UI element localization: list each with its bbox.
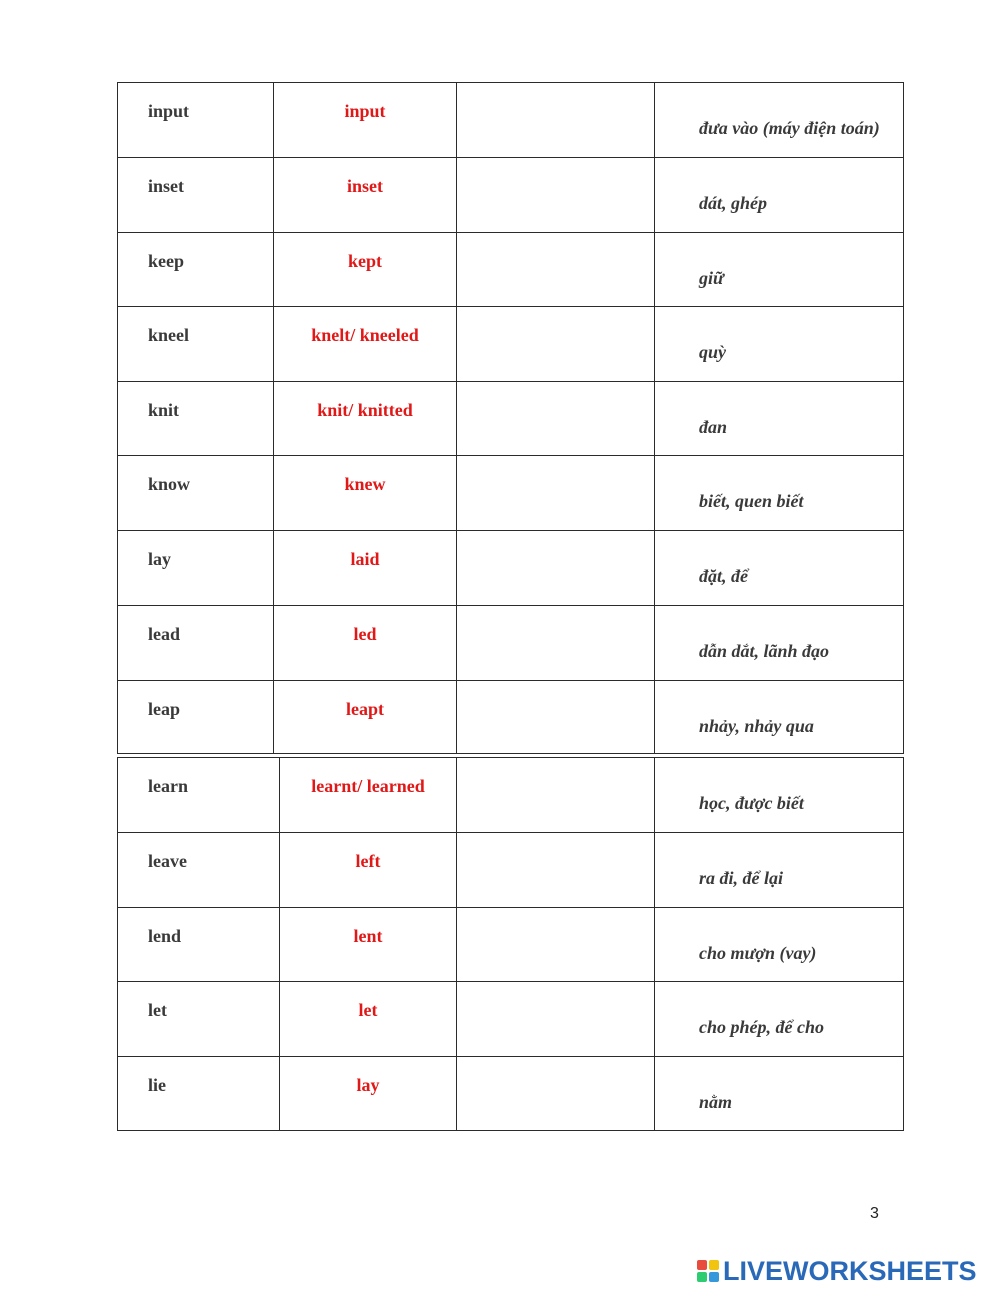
answer-cell[interactable] <box>457 233 655 307</box>
logo-block <box>697 1272 707 1282</box>
table-row <box>118 531 904 606</box>
base-form: lend <box>148 926 182 946</box>
meaning-cell <box>655 158 904 233</box>
past-form: let <box>358 1000 378 1020</box>
base-form: leave <box>148 851 187 871</box>
past-form-cell <box>274 233 457 307</box>
answer-cell[interactable] <box>457 83 655 158</box>
past-form: lent <box>353 926 383 946</box>
answer-cell[interactable] <box>457 982 655 1057</box>
table-row <box>118 382 904 456</box>
table-row <box>118 833 904 908</box>
table-row <box>118 456 904 531</box>
table-row <box>118 606 904 681</box>
base-form: lay <box>148 549 172 569</box>
answer-input[interactable] <box>463 315 648 373</box>
answer-cell[interactable] <box>457 531 655 606</box>
past-form-cell <box>274 307 457 382</box>
meaning-cell <box>655 758 904 833</box>
meaning-cell <box>655 833 904 908</box>
base-form: know <box>148 474 191 494</box>
past-form-cell <box>280 833 457 908</box>
past-form-cell <box>274 158 457 233</box>
base-form-cell <box>118 456 274 531</box>
past-form-cell <box>274 83 457 158</box>
logo-blocks-icon <box>697 1260 719 1282</box>
past-form: leapt <box>346 699 384 719</box>
meaning-cell <box>655 681 904 754</box>
meaning-cell <box>655 1057 904 1131</box>
base-form-cell <box>118 307 274 382</box>
base-form: learn <box>148 776 188 796</box>
answer-cell[interactable] <box>457 456 655 531</box>
past-form: knelt/ kneeled <box>311 325 419 345</box>
meaning: ra đi, để lại <box>699 868 783 888</box>
base-form-cell <box>118 1057 280 1131</box>
meaning: dát, ghép <box>699 193 768 213</box>
meaning: cho phép, để cho <box>699 1017 824 1037</box>
meaning-cell <box>655 456 904 531</box>
table-row <box>118 83 904 158</box>
meaning: học, được biết <box>699 793 804 813</box>
base-form-cell <box>118 758 280 833</box>
meaning-cell <box>655 908 904 982</box>
table-row <box>118 681 904 754</box>
base-form-cell <box>118 833 280 908</box>
base-form: let <box>148 1000 167 1020</box>
meaning: biết, quen biết <box>699 491 804 511</box>
meaning: nhảy, nhảy qua <box>699 716 814 736</box>
meaning-cell <box>655 83 904 158</box>
answer-input[interactable] <box>463 1065 648 1122</box>
base-form-cell <box>118 982 280 1057</box>
base-form: inset <box>148 176 184 196</box>
answer-input[interactable] <box>463 766 648 824</box>
past-form-cell <box>274 456 457 531</box>
base-form: knit <box>148 400 180 420</box>
base-form-cell <box>118 158 274 233</box>
answer-input[interactable] <box>463 166 648 224</box>
base-form: lie <box>148 1075 166 1095</box>
table-row <box>118 758 904 833</box>
meaning-cell <box>655 531 904 606</box>
table-row <box>118 307 904 382</box>
answer-input[interactable] <box>463 614 648 672</box>
past-form: laid <box>350 549 380 569</box>
base-form: keep <box>148 251 184 271</box>
logo-block <box>697 1260 707 1270</box>
meaning: quỳ <box>699 342 726 362</box>
past-form-cell <box>280 982 457 1057</box>
answer-cell[interactable] <box>457 833 655 908</box>
answer-input[interactable] <box>463 390 648 447</box>
past-form-cell <box>280 758 457 833</box>
answer-cell[interactable] <box>457 382 655 456</box>
answer-cell[interactable] <box>457 681 655 754</box>
meaning-cell <box>655 982 904 1057</box>
base-form-cell <box>118 382 274 456</box>
logo-text: LIVEWORKSHEETS <box>723 1255 977 1286</box>
answer-input[interactable] <box>463 689 648 745</box>
answer-input[interactable] <box>463 539 648 597</box>
base-form-cell <box>118 233 274 307</box>
table-row <box>118 908 904 982</box>
meaning: giữ <box>699 268 724 288</box>
past-form-cell <box>274 382 457 456</box>
base-form-cell <box>118 531 274 606</box>
answer-input[interactable] <box>463 916 648 973</box>
past-form: knit/ knitted <box>317 400 413 420</box>
answer-cell[interactable] <box>457 758 655 833</box>
page-number: 3 <box>870 1205 879 1222</box>
base-form-cell <box>118 908 280 982</box>
meaning: đặt, để <box>699 566 748 586</box>
answer-input[interactable] <box>463 841 648 899</box>
liveworksheets-logo <box>697 1256 977 1286</box>
answer-input[interactable] <box>463 464 648 522</box>
answer-cell[interactable] <box>457 1057 655 1131</box>
meaning: nằm <box>699 1092 733 1112</box>
logo-block <box>709 1272 719 1282</box>
answer-cell[interactable] <box>457 606 655 681</box>
past-form: led <box>353 624 377 644</box>
base-form: input <box>148 101 190 121</box>
past-form-cell <box>274 681 457 754</box>
past-form: knew <box>344 474 386 494</box>
meaning-cell <box>655 233 904 307</box>
past-form-cell <box>280 1057 457 1131</box>
answer-input[interactable] <box>463 91 648 149</box>
answer-cell[interactable] <box>457 158 655 233</box>
base-form-cell <box>118 83 274 158</box>
past-form: lay <box>356 1075 380 1095</box>
logo-block <box>709 1260 719 1270</box>
past-form: kept <box>347 251 382 271</box>
base-form-cell <box>118 606 274 681</box>
past-form: inset <box>347 176 383 196</box>
table-row <box>118 158 904 233</box>
base-form: lead <box>148 624 181 644</box>
answer-cell[interactable] <box>457 908 655 982</box>
past-form: left <box>355 851 381 871</box>
table-row <box>118 233 904 307</box>
past-form: learnt/ learned <box>311 776 425 796</box>
answer-input[interactable] <box>463 990 648 1048</box>
past-form-cell <box>274 606 457 681</box>
past-form-cell <box>274 531 457 606</box>
meaning: cho mượn (vay) <box>699 943 817 963</box>
meaning: đan <box>699 417 728 437</box>
table-row <box>118 1057 904 1131</box>
past-form: input <box>344 101 386 121</box>
table-row <box>118 982 904 1057</box>
answer-cell[interactable] <box>457 307 655 382</box>
base-form: leap <box>148 699 181 719</box>
meaning: dẫn dắt, lãnh đạo <box>699 641 830 661</box>
meaning-cell <box>655 606 904 681</box>
verb-table-1 <box>117 82 904 754</box>
meaning-cell <box>655 307 904 382</box>
answer-input[interactable] <box>463 241 648 298</box>
past-form-cell <box>280 908 457 982</box>
verb-table-2 <box>117 757 904 1131</box>
base-form: kneel <box>148 325 190 345</box>
base-form-cell <box>118 681 274 754</box>
meaning: đưa vào (máy điện toán) <box>699 118 880 138</box>
meaning-cell <box>655 382 904 456</box>
